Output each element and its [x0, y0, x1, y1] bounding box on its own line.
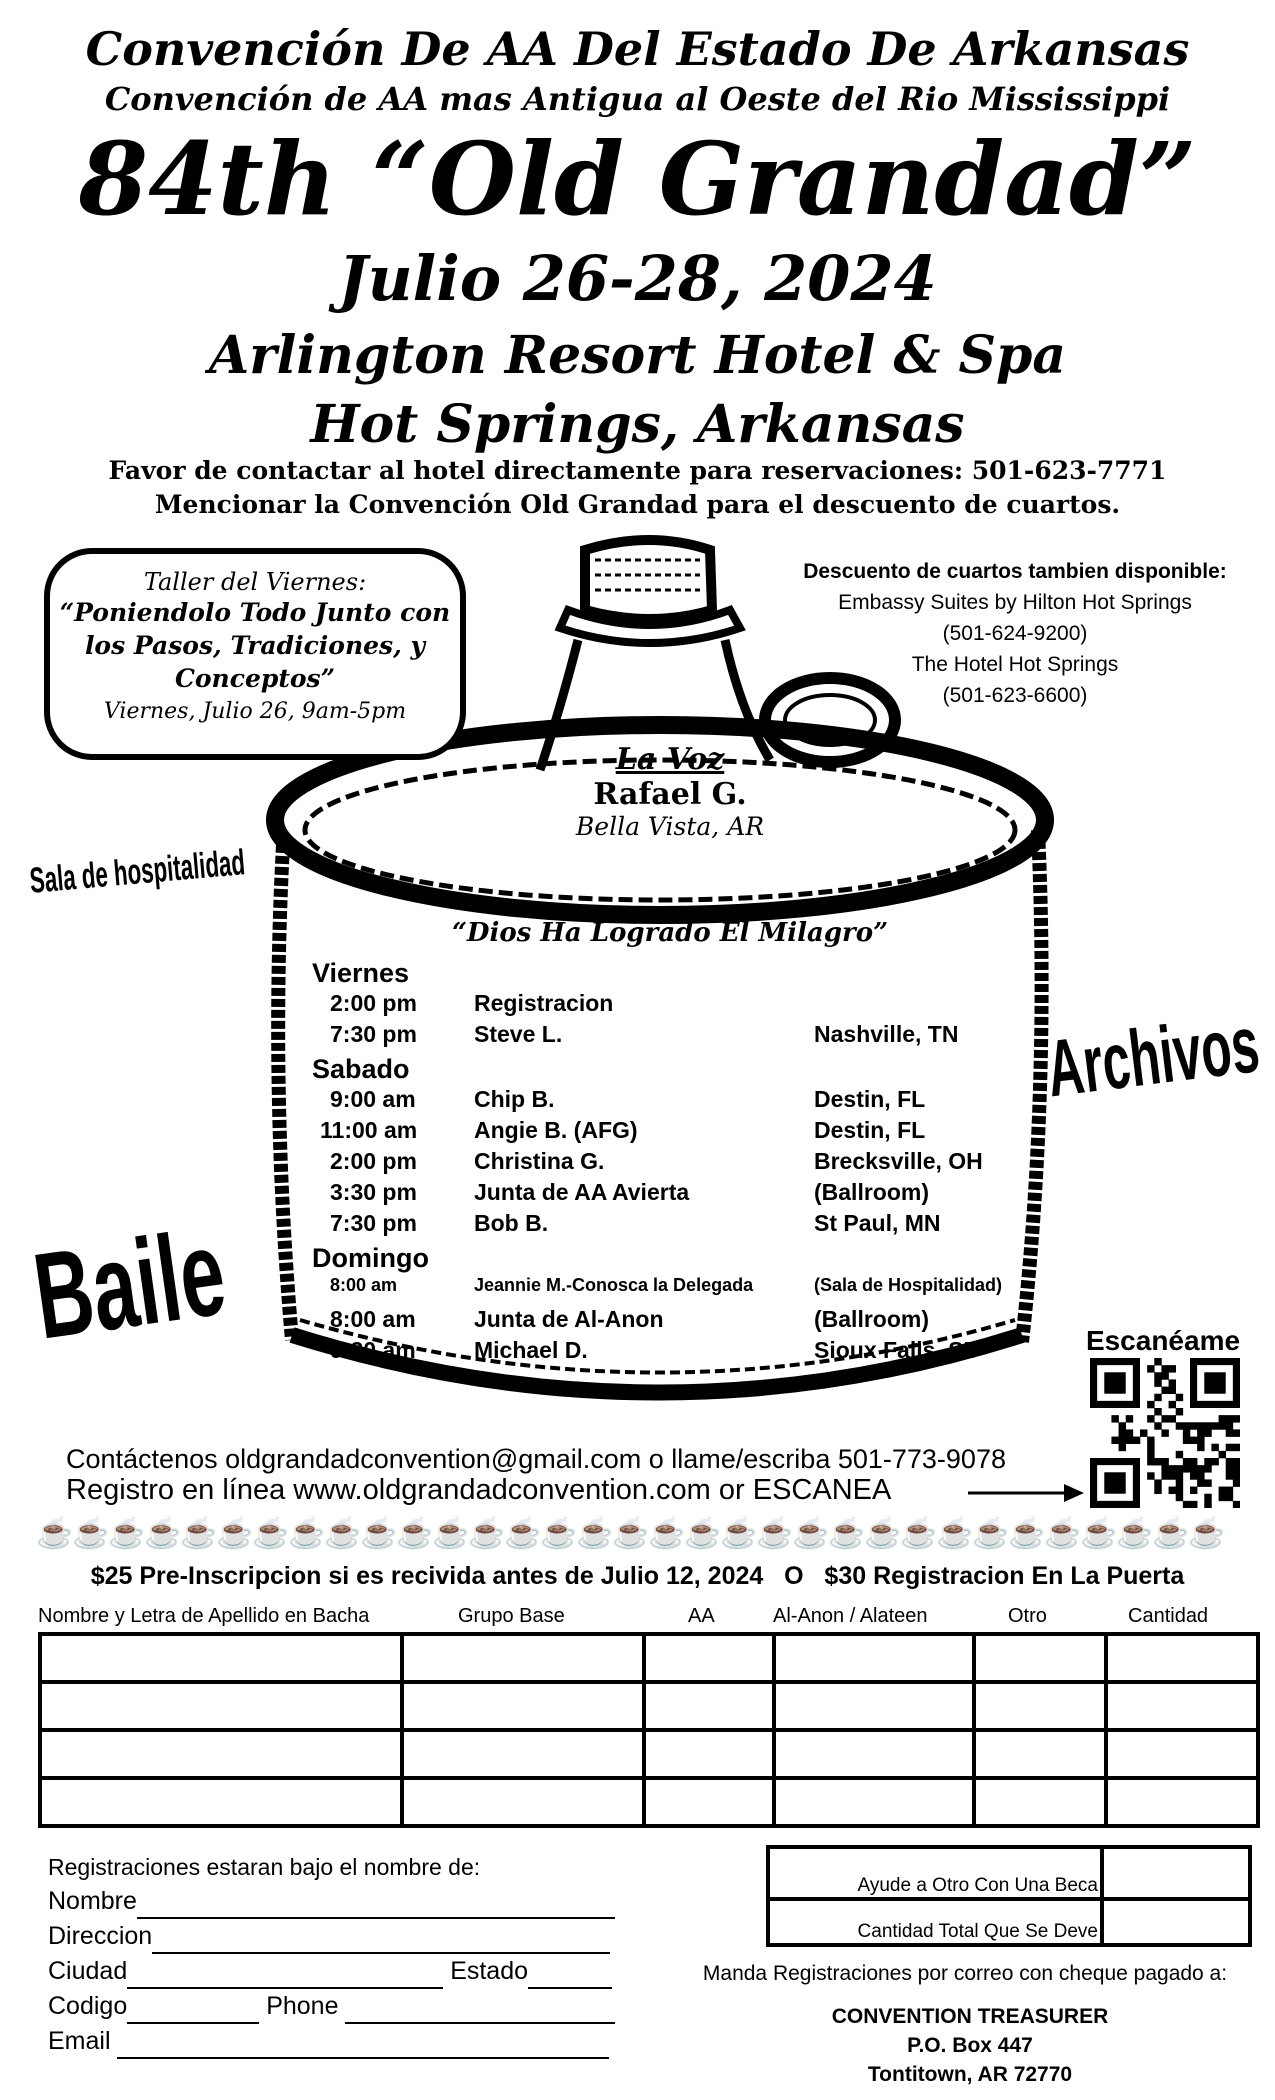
coffee-cup-icon: ☕ — [864, 1517, 902, 1550]
schedule-time: 8:00 am — [330, 1306, 416, 1332]
coffee-cup-icon: ☕ — [144, 1517, 182, 1550]
coffee-cup-icon: ☕ — [684, 1517, 722, 1550]
event-city: Hot Springs, Arkansas — [310, 394, 965, 455]
workshop-when: Viernes, Julio 26, 9am-5pm — [103, 699, 407, 724]
scholarship-label: Ayude a Otro Con Una Beca — [768, 1847, 1102, 1899]
coffee-cup-icon: ☕ — [936, 1517, 974, 1550]
schedule-location: Brecksville, OH — [814, 1148, 983, 1174]
mail-city: Tontitown, AR 72770 — [867, 2063, 1073, 2086]
form-intro: Registraciones estaran bajo el nombre de: — [48, 1854, 481, 1880]
schedule-event: Chip B. — [474, 1086, 555, 1112]
table-cell[interactable] — [774, 1778, 974, 1826]
total-amount[interactable] — [1102, 1899, 1250, 1945]
table-cell[interactable] — [1106, 1778, 1258, 1826]
coffee-cup-icon: ☕ — [324, 1517, 362, 1550]
schedule-location: Nashville, TN — [814, 1021, 959, 1047]
coffee-cup-icon: ☕ — [612, 1517, 650, 1550]
coffee-cup-icon: ☕ — [108, 1517, 146, 1550]
schedule-row — [312, 1210, 1032, 1241]
table-cell[interactable] — [40, 1730, 402, 1778]
schedule-event: Junta de Al-Anon — [474, 1306, 664, 1332]
schedule — [312, 958, 1032, 1368]
day-saturday: Sabado — [312, 1054, 410, 1084]
table-cell[interactable] — [402, 1682, 644, 1730]
coffee-cup-icon: ☕ — [72, 1517, 110, 1550]
discount-hotels — [780, 556, 1250, 711]
table-cell[interactable] — [1106, 1682, 1258, 1730]
schedule-row — [312, 1275, 1032, 1306]
coffee-cup-icon: ☕ — [252, 1517, 290, 1550]
schedule-time: 11:00 am — [320, 1117, 418, 1143]
coffee-cup-icon: ☕ — [900, 1517, 938, 1550]
schedule-event: Jeannie M.-Conosca la Delegada — [474, 1275, 754, 1295]
nombre-field[interactable] — [137, 1895, 615, 1919]
schedule-location: (Ballroom) — [814, 1179, 929, 1205]
arrow-right-icon — [968, 1480, 1086, 1506]
coffee-cup-icon: ☕ — [36, 1517, 74, 1550]
schedule-event: Bob B. — [474, 1210, 549, 1236]
phone-field[interactable] — [345, 2000, 615, 2024]
day-sunday: Domingo — [312, 1243, 429, 1273]
coffee-cup-icon: ☕ — [1044, 1517, 1082, 1550]
table-cell[interactable] — [774, 1682, 974, 1730]
coffee-cup-icon: ☕ — [396, 1517, 434, 1550]
header-cantidad: Cantidad — [1128, 1605, 1209, 1627]
header-line2: Convención de AA mas Antigua al Oeste del Rio Mississippi — [104, 80, 1171, 118]
header-otro: Otro — [1008, 1605, 1047, 1627]
table-cell[interactable] — [40, 1634, 402, 1682]
speaker-label: La Voz — [615, 742, 725, 777]
table-cell[interactable] — [974, 1634, 1106, 1682]
label-ciudad: Ciudad — [48, 1957, 128, 1985]
schedule-row — [312, 990, 1032, 1021]
direccion-field[interactable] — [152, 1930, 610, 1954]
event-dates: Julio 26-28, 2024 — [338, 242, 937, 315]
coffee-cup-icon: ☕ — [288, 1517, 326, 1550]
table-cell[interactable] — [402, 1778, 644, 1826]
schedule-row — [312, 1117, 1032, 1148]
table-cell[interactable] — [974, 1682, 1106, 1730]
scholarship-amount[interactable] — [1102, 1847, 1250, 1899]
pricing: $25 Pre-Inscripcion si es recivida antes de Julio 12, 2024 O $30 Registracion En La Puerta — [90, 1562, 1185, 1590]
table-cell[interactable] — [644, 1634, 774, 1682]
day-friday: Viernes — [312, 958, 410, 988]
discount-mention: Mencionar la Convención Old Grandad para el descuento de cuartos. — [154, 490, 1121, 519]
mail-instructions: Manda Registraciones por correo con cheque pagado a: — [702, 1962, 1228, 1985]
coffee-cup-icon: ☕ — [828, 1517, 866, 1550]
codigo-field[interactable] — [127, 2000, 259, 2024]
schedule-time: 3:30 pm — [330, 1179, 417, 1205]
table-cell[interactable] — [1106, 1634, 1258, 1682]
estado-field[interactable] — [528, 1965, 612, 1989]
schedule-location: St Paul, MN — [814, 1210, 941, 1236]
table-cell[interactable] — [40, 1778, 402, 1826]
schedule-row — [312, 1021, 1032, 1052]
coffee-cup-icon: ☕ — [720, 1517, 758, 1550]
schedule-row — [312, 1179, 1032, 1210]
table-cell[interactable] — [644, 1730, 774, 1778]
speaker-block — [480, 742, 860, 841]
label-email: Email — [48, 2027, 111, 2055]
hotel-contact: Favor de contactar al hotel directamente para reservaciones: 501-623-7771 — [108, 456, 1167, 485]
theme: “Dios Ha Logrado El Milagro” — [451, 918, 889, 948]
schedule-time: 7:30 pm — [330, 1021, 417, 1047]
coffee-cup-icon: ☕ — [648, 1517, 686, 1550]
coffee-cup-icon: ☕ — [792, 1517, 830, 1550]
table-cell[interactable] — [644, 1682, 774, 1730]
event-venue: Arlington Resort Hotel & Spa — [208, 325, 1067, 386]
schedule-event: Junta de AA Avierta — [474, 1179, 690, 1205]
table-cell[interactable] — [402, 1730, 644, 1778]
coffee-cup-icon: ☕ — [1008, 1517, 1046, 1550]
mail-box: P.O. Box 447 — [907, 2034, 1033, 2057]
workshop-title: “Poniendolo Todo Junto con los Pasos, Tradiciones, y Conceptos” — [59, 598, 451, 693]
table-cell[interactable] — [774, 1730, 974, 1778]
coffee-cup-icon: ☕ — [360, 1517, 398, 1550]
label-direccion: Direccion — [48, 1922, 153, 1950]
cup-divider — [36, 1516, 1256, 1551]
schedule-time: 9:30 am — [330, 1337, 416, 1363]
schedule-row — [312, 1086, 1032, 1117]
table-cell[interactable] — [1106, 1730, 1258, 1778]
label-codigo: Codigo — [48, 1992, 128, 2020]
total-label: Cantidad Total Que Se Deve — [768, 1899, 1102, 1945]
schedule-location: (Sala de Hospitalidad) — [814, 1275, 1003, 1295]
schedule-row — [312, 1306, 1032, 1337]
table-cell[interactable] — [774, 1634, 974, 1682]
totals-table — [766, 1845, 1252, 1947]
header-aa: AA — [688, 1605, 715, 1627]
coffee-cup-icon: ☕ — [576, 1517, 614, 1550]
coffee-cup-icon: ☕ — [1152, 1517, 1190, 1550]
registrant-form — [48, 1884, 615, 2059]
email-field[interactable] — [117, 2035, 609, 2059]
label-dance: Baile — [26, 1203, 233, 1365]
coffee-cup-icon: ☕ — [1116, 1517, 1154, 1550]
speaker-from: Bella Vista, AR — [575, 812, 765, 841]
schedule-event: Christina G. — [474, 1148, 605, 1174]
table-row — [40, 1682, 1258, 1730]
schedule-location: Sioux Falls, SD — [814, 1337, 981, 1363]
coffee-cup-icon: ☕ — [756, 1517, 794, 1550]
table-row — [40, 1730, 1258, 1778]
header-alanon: Al-Anon / Alateen — [773, 1605, 928, 1627]
schedule-event: Angie B. (AFG) — [474, 1117, 638, 1143]
qr-code[interactable] — [1090, 1358, 1240, 1508]
coffee-cup-icon: ☕ — [432, 1517, 470, 1550]
ciudad-field[interactable] — [127, 1965, 443, 1989]
label-nombre: Nombre — [48, 1887, 137, 1915]
table-cell[interactable] — [40, 1682, 402, 1730]
table-row — [40, 1634, 1258, 1682]
schedule-location: (Ballroom) — [814, 1306, 929, 1332]
header-line1: Convención De AA Del Estado De Arkansas — [85, 22, 1190, 76]
table-cell[interactable] — [974, 1778, 1106, 1826]
discount-hotel-2: The Hotel Hot Springs — [911, 653, 1119, 676]
coffee-cup-icon: ☕ — [180, 1517, 218, 1550]
table-cell[interactable] — [644, 1778, 774, 1826]
event-title: 84th “Old Grandad” — [78, 120, 1197, 238]
workshop-label: Taller del Viernes: — [143, 568, 367, 596]
coffee-cup-icon: ☕ — [1080, 1517, 1118, 1550]
schedule-location: Destin, FL — [814, 1086, 926, 1112]
schedule-time: 8:00 am — [330, 1275, 398, 1295]
online-registration: Registro en línea www.oldgrandadconvention.com or ESCANEA — [66, 1474, 892, 1506]
coffee-cup-icon: ☕ — [216, 1517, 254, 1550]
discount-heading: Descuento de cuartos tambien disponible: — [803, 560, 1227, 583]
label-estado: Estado — [450, 1957, 529, 1985]
discount-phone-1: (501-624-9200) — [942, 622, 1088, 645]
discount-hotel-1: Embassy Suites by Hilton Hot Springs — [838, 591, 1192, 614]
schedule-row — [312, 1337, 1032, 1368]
discount-phone-2: (501-623-6600) — [942, 684, 1088, 707]
header-name: Nombre y Letra de Apellido en Bacha — [38, 1605, 370, 1627]
registration-table — [38, 1632, 1260, 1828]
schedule-row — [312, 1148, 1032, 1179]
table-cell[interactable] — [974, 1730, 1106, 1778]
coffee-cup-icon: ☕ — [1188, 1517, 1226, 1550]
schedule-event: Steve L. — [474, 1021, 563, 1047]
schedule-time: 2:00 pm — [330, 1148, 417, 1174]
speaker-name: Rafael G. — [593, 777, 747, 812]
label-archives: Archivos — [1042, 999, 1264, 1114]
schedule-time: 7:30 pm — [330, 1210, 417, 1236]
mail-to: CONVENTION TREASURER — [831, 2005, 1109, 2028]
table-row — [40, 1778, 1258, 1826]
label-hospitality: Sala de hospitalidad — [28, 841, 247, 901]
header-group: Grupo Base — [458, 1605, 565, 1627]
coffee-cup-icon: ☕ — [540, 1517, 578, 1550]
label-phone: Phone — [266, 1992, 339, 2020]
table-cell[interactable] — [402, 1634, 644, 1682]
scan-label: Escanéame — [1085, 1325, 1241, 1356]
coffee-cup-icon: ☕ — [972, 1517, 1010, 1550]
contact-line: Contáctenos oldgrandadconvention@gmail.com o llame/escriba 501-773-9078 — [66, 1444, 1006, 1474]
coffee-cup-icon: ☕ — [504, 1517, 542, 1550]
mail-address — [700, 2002, 1240, 2089]
workshop-box — [44, 548, 466, 760]
coffee-cup-icon: ☕ — [468, 1517, 506, 1550]
schedule-time: 2:00 pm — [330, 990, 417, 1016]
schedule-event: Registracion — [474, 990, 614, 1016]
schedule-time: 9:00 am — [330, 1086, 416, 1112]
schedule-event: Michael D. — [474, 1337, 588, 1363]
schedule-location: Destin, FL — [814, 1117, 926, 1143]
